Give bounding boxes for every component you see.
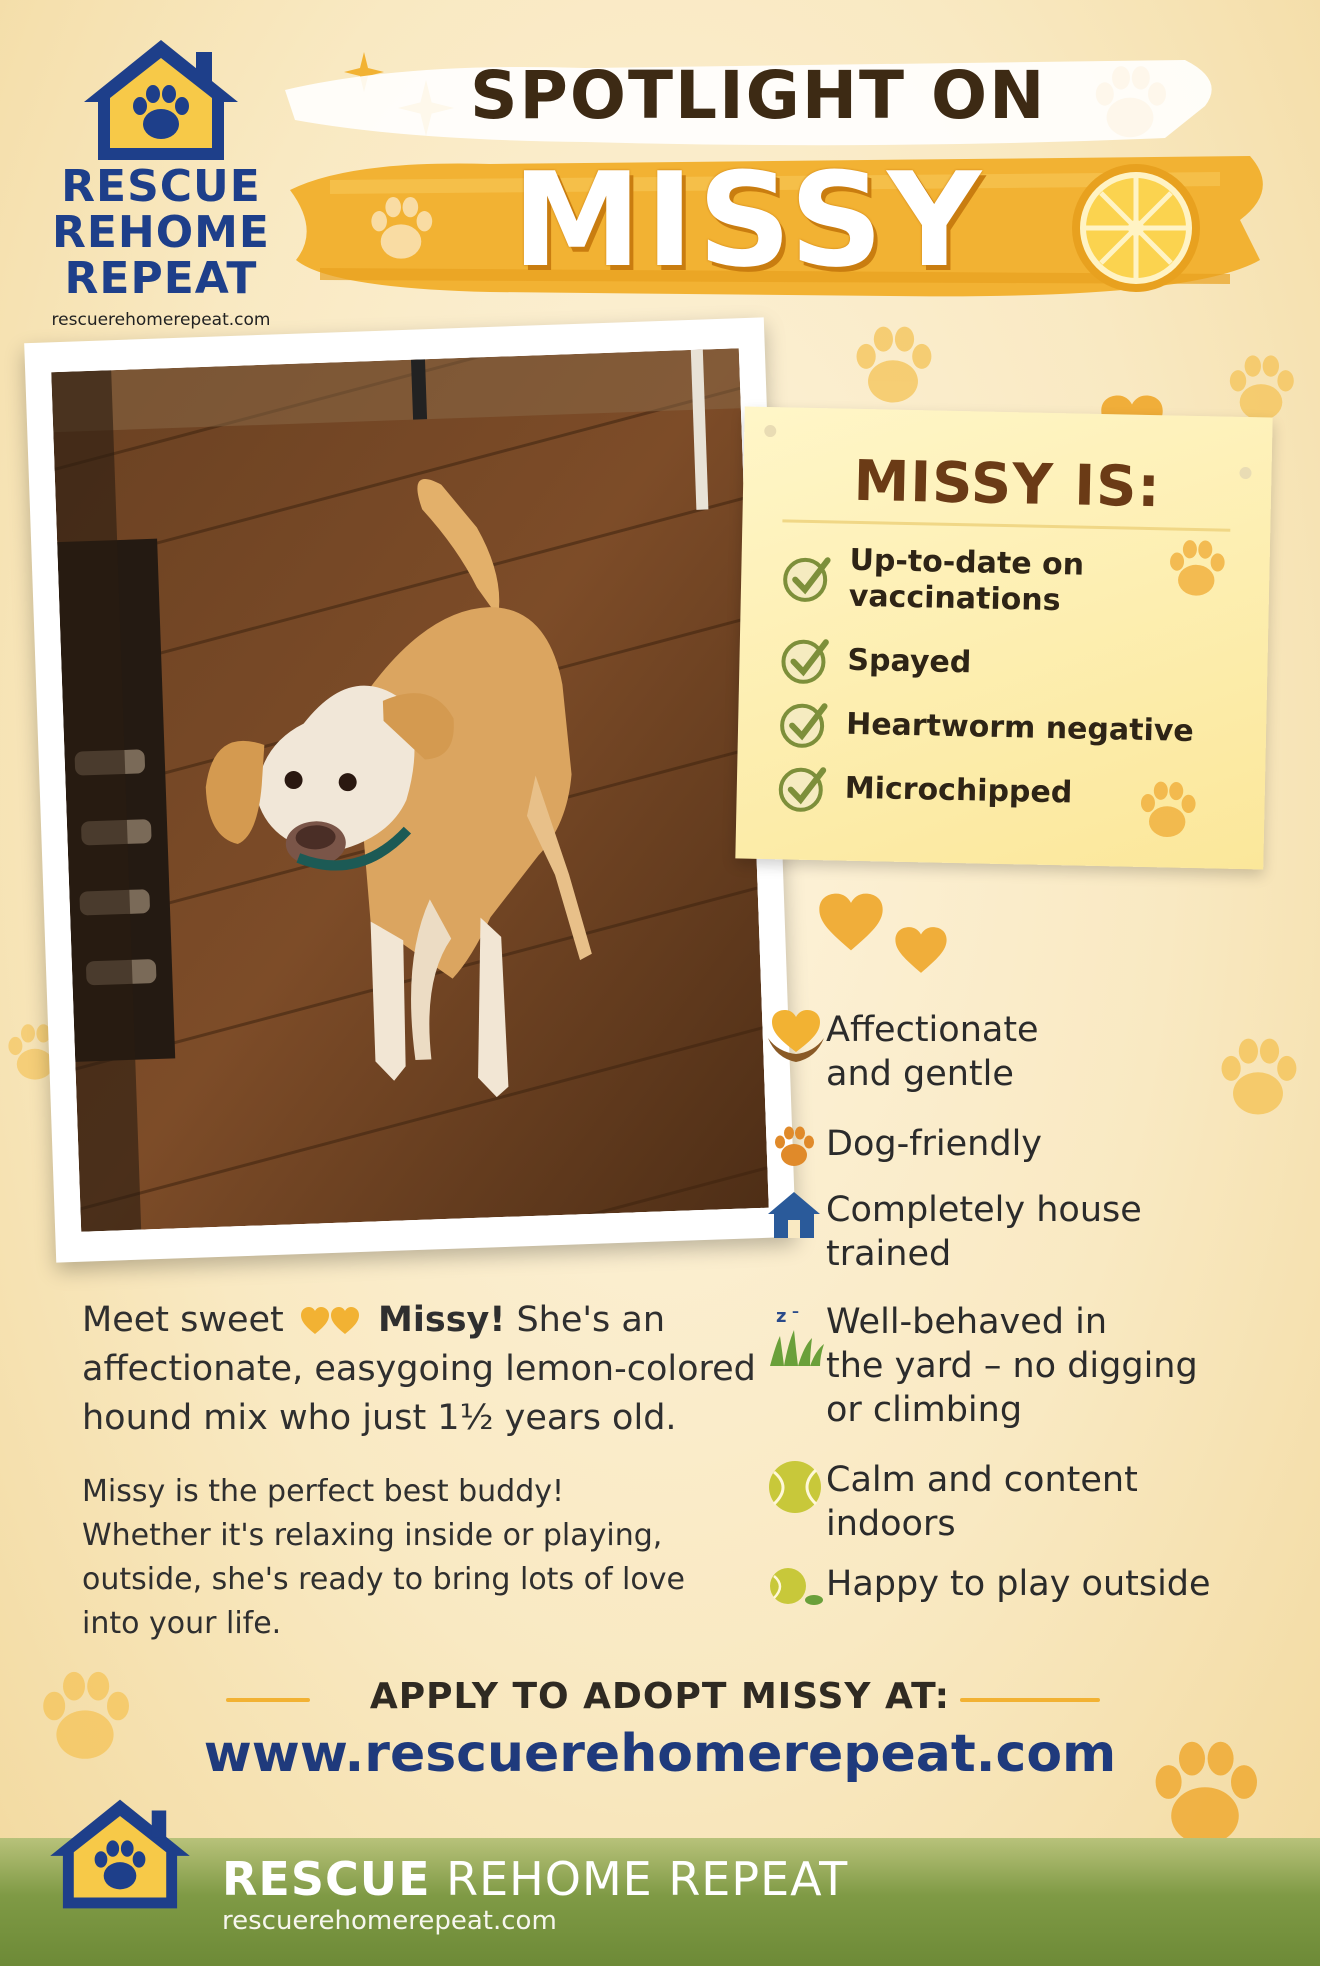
- checklist-item-label: Spayed: [847, 642, 972, 681]
- health-checklist: [735, 407, 1272, 870]
- intro-paragraph: [82, 1296, 802, 1443]
- intro-text: She's an: [516, 1300, 666, 1340]
- apply-url-link[interactable]: www.rescuerehomerepeat.com: [203, 1724, 1117, 1784]
- trait-item: [776, 1300, 1226, 1432]
- checklist-item-label: vaccinations: [848, 578, 1061, 619]
- lemon-slice-icon: [1068, 160, 1204, 296]
- svg-text:–: –: [792, 1304, 799, 1320]
- checklist-item: [776, 761, 1073, 819]
- trait-label: indoors: [826, 1504, 956, 1544]
- paragraph-line: Missy is the perfect best buddy!: [82, 1474, 565, 1509]
- photo-frame: [24, 317, 796, 1262]
- apply-label: APPLY TO ADOPT MISSY AT:: [369, 1676, 951, 1717]
- trait-label: Dog-friendly: [826, 1124, 1043, 1164]
- checklist-item-label: Microchipped: [844, 770, 1073, 811]
- paragraph-line: Whether it's relaxing inside or playing,: [82, 1518, 663, 1553]
- trait-item: [826, 1562, 1226, 1606]
- spotlight-heading: SPOTLIGHT ON: [470, 57, 1047, 134]
- logo-word-repeat: REPEAT: [64, 253, 258, 304]
- dog-illustration: [51, 348, 769, 1231]
- checklist-item-label: Heartworm negative: [845, 706, 1195, 749]
- paw-icon: [362, 190, 440, 268]
- house-logo-icon: [78, 36, 244, 164]
- paw-icon: [1132, 775, 1203, 846]
- intro-pet-name: Missy!: [378, 1300, 506, 1340]
- checklist-title: MISSY IS:: [852, 448, 1162, 521]
- paragraph-line: into your life.: [82, 1606, 282, 1641]
- check-icon: [778, 697, 831, 750]
- hearts-icon: [299, 1306, 363, 1336]
- heart-icon: [894, 926, 948, 974]
- trait-item: [826, 1122, 1226, 1166]
- footer-brand: [222, 1852, 848, 1906]
- heart-hands-icon: [766, 1008, 826, 1064]
- logo-url: rescuerehomerepeat.com: [51, 310, 271, 330]
- logo-word-rescue: RESCUE: [61, 161, 261, 212]
- house-logo-icon: [44, 1796, 196, 1912]
- pin-hole: [764, 425, 776, 437]
- trait-label: Affectionate: [826, 1010, 1039, 1050]
- trait-label: Completely house: [826, 1190, 1142, 1230]
- dog-photo: [51, 348, 769, 1231]
- intro-text: hound mix who just 1½ years old.: [82, 1398, 677, 1438]
- intro-text: affectionate, easygoing lemon-colored: [82, 1349, 756, 1389]
- check-icon: [776, 761, 829, 814]
- trait-label: trained: [826, 1234, 952, 1274]
- checklist-item: [779, 633, 972, 689]
- check-icon: [779, 633, 832, 686]
- checklist-item: [778, 697, 1195, 758]
- checklist-item: [780, 541, 1084, 619]
- buddy-paragraph: [82, 1470, 802, 1646]
- trait-label: Well-behaved in: [826, 1302, 1108, 1342]
- trait-label: or climbing: [826, 1390, 1023, 1430]
- svg-text:z: z: [776, 1306, 787, 1327]
- trait-item: [826, 1008, 1226, 1096]
- divider: [782, 519, 1230, 531]
- trait-item: [826, 1188, 1226, 1276]
- house-icon: [766, 1188, 822, 1240]
- trait-item: [826, 1458, 1226, 1546]
- footer-brand-bold: RESCUE: [222, 1852, 431, 1906]
- paw-icon: [766, 1122, 822, 1172]
- footer-url: rescuerehomerepeat.com: [222, 1906, 557, 1936]
- checklist-item-label: Up-to-date on: [849, 542, 1085, 583]
- trait-label: Happy to play outside: [826, 1564, 1211, 1604]
- logo-word-rehome: REHOME: [51, 207, 270, 258]
- paragraph-line: outside, she's ready to bring lots of love: [82, 1562, 685, 1597]
- check-icon: [781, 551, 834, 604]
- pet-name-heading: MISSY: [512, 144, 986, 296]
- trait-label: and gentle: [826, 1054, 1014, 1094]
- footer-brand-rest: REHOME REPEAT: [446, 1852, 849, 1906]
- paw-icon: [1161, 533, 1232, 604]
- trait-label: the yard – no digging: [826, 1346, 1198, 1386]
- heart-icon: [818, 892, 884, 952]
- intro-text: Meet sweet: [82, 1300, 284, 1340]
- trait-label: Calm and content: [826, 1460, 1138, 1500]
- paw-icon: [845, 318, 941, 414]
- logo: [36, 36, 286, 330]
